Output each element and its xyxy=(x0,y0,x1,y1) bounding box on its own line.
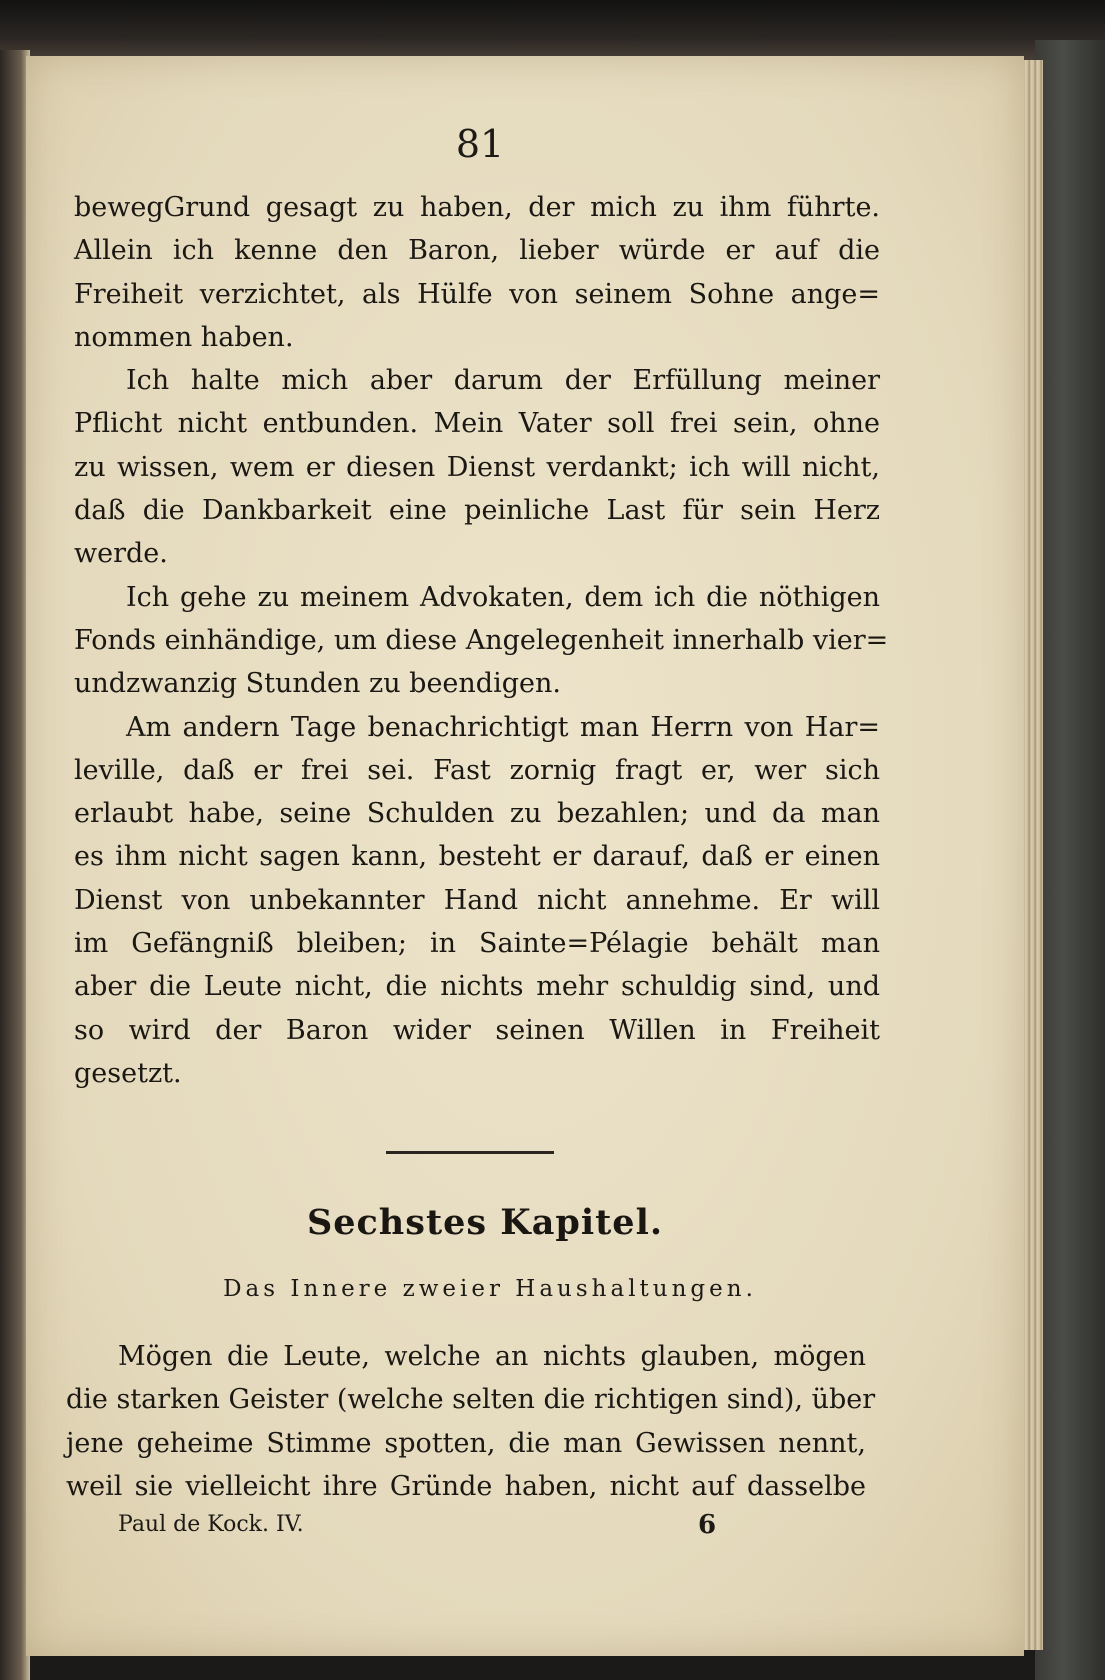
footer-signature: Paul de Kock. IV. xyxy=(118,1512,304,1537)
text-line: Allein ich kenne den Baron, lieber würde er auf die xyxy=(74,235,880,267)
text-line: Fonds einhändige, um diese Angelegenheit innerhalb vier= xyxy=(74,624,889,656)
text-line: Am andern Tage benachrichtigt man Herrn von Har= xyxy=(126,711,880,743)
body-text-top xyxy=(74,186,889,1095)
text-line: zu wissen, wem er diesen Dienst verdankt; ich will nicht, xyxy=(74,451,880,483)
text-line: im Gefängniß bleiben; in Sainte=Pélagie behält man xyxy=(74,928,880,960)
book-cover-top xyxy=(0,0,1105,62)
book-cover-right xyxy=(1035,40,1105,1680)
text-line: Freiheit verzichtet, als Hülfe von seinem Sohne ange= xyxy=(74,278,880,310)
chapter-title: Sechstes Kapitel. xyxy=(306,1202,664,1243)
text-line: leville, daß er frei sei. Fast zornig fragt er, wer sich xyxy=(74,754,880,786)
text-line: die starken Geister (welche selten die richtigen sind), über xyxy=(66,1384,876,1416)
text-line: undzwanzig Stunden zu beendigen. xyxy=(74,668,561,700)
text-line: Mögen die Leute, welche an nichts glauben, mögen xyxy=(118,1341,866,1372)
text-line: jene geheime Stimme spotten, die man Gewissen nennt, xyxy=(66,1427,866,1459)
text-line: Pflicht nicht entbunden. Mein Vater soll frei sein, ohne xyxy=(74,408,880,440)
text-line: werde. xyxy=(74,538,168,570)
text-line: gesetzt. xyxy=(74,1057,182,1089)
text-line: Ich gehe zu meinem Advokaten, dem ich die nöthigen xyxy=(126,581,880,613)
text-line: nommen haben. xyxy=(74,321,294,353)
text-line: erlaubt habe, seine Schulden zu bezahlen; und da man xyxy=(74,798,880,830)
text-line: es ihm nicht sagen kann, besteht er darauf, daß er einen xyxy=(74,841,880,873)
chapter-subtitle: Das Innere zweier Haushaltungen. xyxy=(223,1276,757,1302)
page-number: 81 xyxy=(455,122,505,166)
text-line: bewegGrund gesagt zu haben, der mich zu ihm führte. xyxy=(74,192,880,223)
text-line: aber die Leute nicht, die nichts mehr schuldig sind, und xyxy=(74,971,880,1003)
text-line: weil sie vielleicht ihre Gründe haben, nicht auf dasselbe xyxy=(66,1470,866,1502)
text-line: Ich halte mich aber darum der Erfüllung meiner xyxy=(126,365,880,397)
text-line: daß die Dankbarkeit eine peinliche Last für sein Herz xyxy=(74,495,880,527)
text-line: so wird der Baron wider seinen Willen in Freiheit xyxy=(74,1014,880,1046)
sheet-signature-number: 6 xyxy=(698,1510,717,1540)
section-divider xyxy=(386,1151,554,1154)
body-text-bottom xyxy=(66,1335,876,1508)
text-line: Dienst von unbekannter Hand nicht annehme. Er will xyxy=(74,884,880,916)
